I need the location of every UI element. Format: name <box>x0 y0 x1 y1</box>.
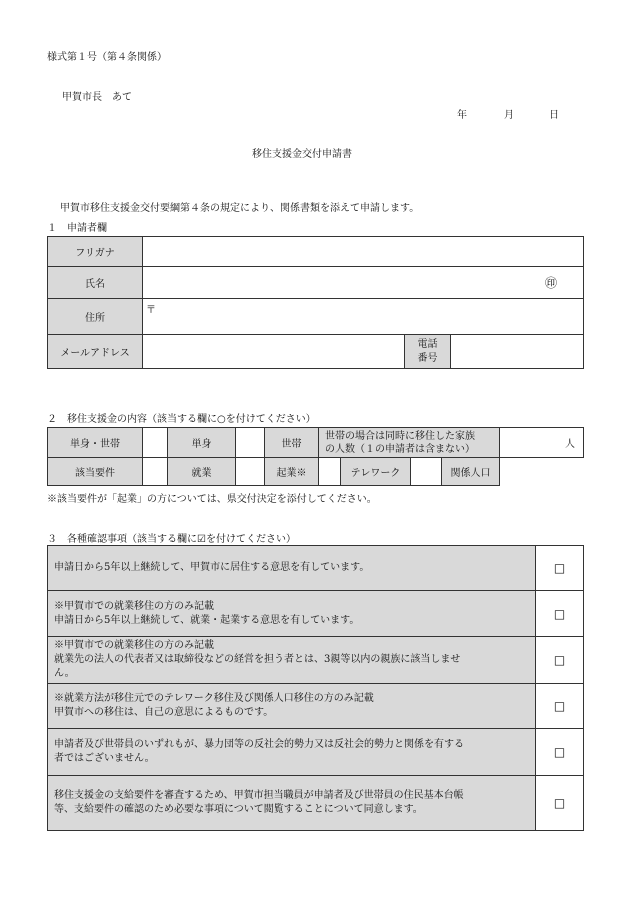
section1-heading: １ 申請者欄 <box>47 223 107 234</box>
confirmation-text: ※甲賀市での就業移住の方のみ記載 申請日から5年以上継続して、就業・起業する意思を有しています。 <box>48 591 536 637</box>
single-circle-cell[interactable] <box>143 428 168 458</box>
person-unit: 人 <box>565 439 575 450</box>
household-count-field[interactable] <box>500 428 584 458</box>
furigana-label: フリガナ <box>48 237 143 267</box>
document-title: 移住支援金交付申請書 <box>252 149 352 160</box>
confirmation-text: ※就業方法が移住元でのテレワーク移住及び関係人口移住の方のみ記載 甲賀市への移住は、自己の意思によるものです。 <box>48 684 536 729</box>
confirmation-checkbox[interactable]: □ <box>536 776 584 831</box>
name-field[interactable] <box>143 267 584 299</box>
confirmation-text: 申請者及び世帯員のいずれもが、暴力団等の反社会的勢力又は反社会的勢力と関係を有する 者ではございません。 <box>48 729 536 776</box>
household-note: 世帯の場合は同時に移住した家族 の人数（１の申請者は含まない） <box>319 428 500 458</box>
postal-mark: 〒 <box>146 305 156 316</box>
addressee: 甲賀市長 あて <box>62 92 132 103</box>
confirmation-checkbox[interactable]: □ <box>536 729 584 776</box>
related-population-circle-cell[interactable] <box>411 458 442 486</box>
furigana-field[interactable] <box>143 237 584 267</box>
phone-field[interactable] <box>451 335 584 369</box>
confirmation-text: 申請日から5年以上継続して、甲賀市に居住する意思を有しています。 <box>48 546 536 591</box>
email-label: メールアドレス <box>48 335 143 369</box>
single-label: 単身 <box>168 428 236 458</box>
form-number: 様式第１号（第４条関係） <box>47 52 167 63</box>
confirmation-checkbox[interactable]: □ <box>536 591 584 637</box>
support-content-table <box>47 427 584 486</box>
confirmation-table <box>47 545 584 831</box>
section2-heading: ２ 移住支援金の内容（該当する欄に○を付けてください） <box>47 414 316 425</box>
confirmation-text: ※甲賀市での就業移住の方のみ記載 就業先の法人の代表者又は取締役などの経営を担う者とは、3親等以内の親族に該当しませ ん。 <box>48 637 536 684</box>
address-field[interactable] <box>143 299 584 335</box>
employment-label: 就業 <box>168 458 236 486</box>
phone-label: 電話 番号 <box>405 335 451 369</box>
name-label: 氏名 <box>48 267 143 299</box>
confirmation-row <box>48 591 584 637</box>
confirmation-row <box>48 546 584 591</box>
confirmation-row <box>48 637 584 684</box>
seal-mark: ㊞ <box>544 276 557 290</box>
date-day: 日 <box>549 110 559 121</box>
date-month: 月 <box>504 110 514 121</box>
section3-heading: ３ 各種確認事項（該当する欄に☑を付けてください） <box>47 534 296 545</box>
related-population-label: 関係人口 <box>442 458 500 486</box>
confirmation-row <box>48 684 584 729</box>
telework-circle-cell[interactable] <box>319 458 341 486</box>
single-household-label: 単身・世帯 <box>48 428 143 458</box>
household-circle-cell[interactable] <box>236 428 265 458</box>
employment-circle-cell[interactable] <box>143 458 168 486</box>
intro-text: 甲賀市移住支援金交付要綱第４条の規定により、関係書類を添えて申請します。 <box>60 203 420 214</box>
household-label: 世帯 <box>265 428 319 458</box>
address-label: 住所 <box>48 299 143 335</box>
applicant-table <box>47 236 584 369</box>
section2-footnote: ※該当要件が「起業」の方については、県交付決定を添付してください。 <box>47 494 377 505</box>
date-year: 年 <box>457 110 467 121</box>
confirmation-checkbox[interactable]: □ <box>536 546 584 591</box>
startup-circle-cell[interactable] <box>236 458 265 486</box>
confirmation-row <box>48 776 584 831</box>
confirmation-text: 移住支援金の支給要件を審査するため、甲賀市担当職員が申請者及び世帯員の住民基本台帳 等、支給要件の確認のため必要な事項について閲覧することについて同意します。 <box>48 776 536 831</box>
email-field[interactable] <box>143 335 405 369</box>
confirmation-checkbox[interactable]: □ <box>536 684 584 729</box>
requirement-label: 該当要件 <box>48 458 143 486</box>
startup-label: 起業※ <box>265 458 319 486</box>
telework-label: テレワーク <box>341 458 411 486</box>
confirmation-checkbox[interactable]: □ <box>536 637 584 684</box>
confirmation-row <box>48 729 584 776</box>
